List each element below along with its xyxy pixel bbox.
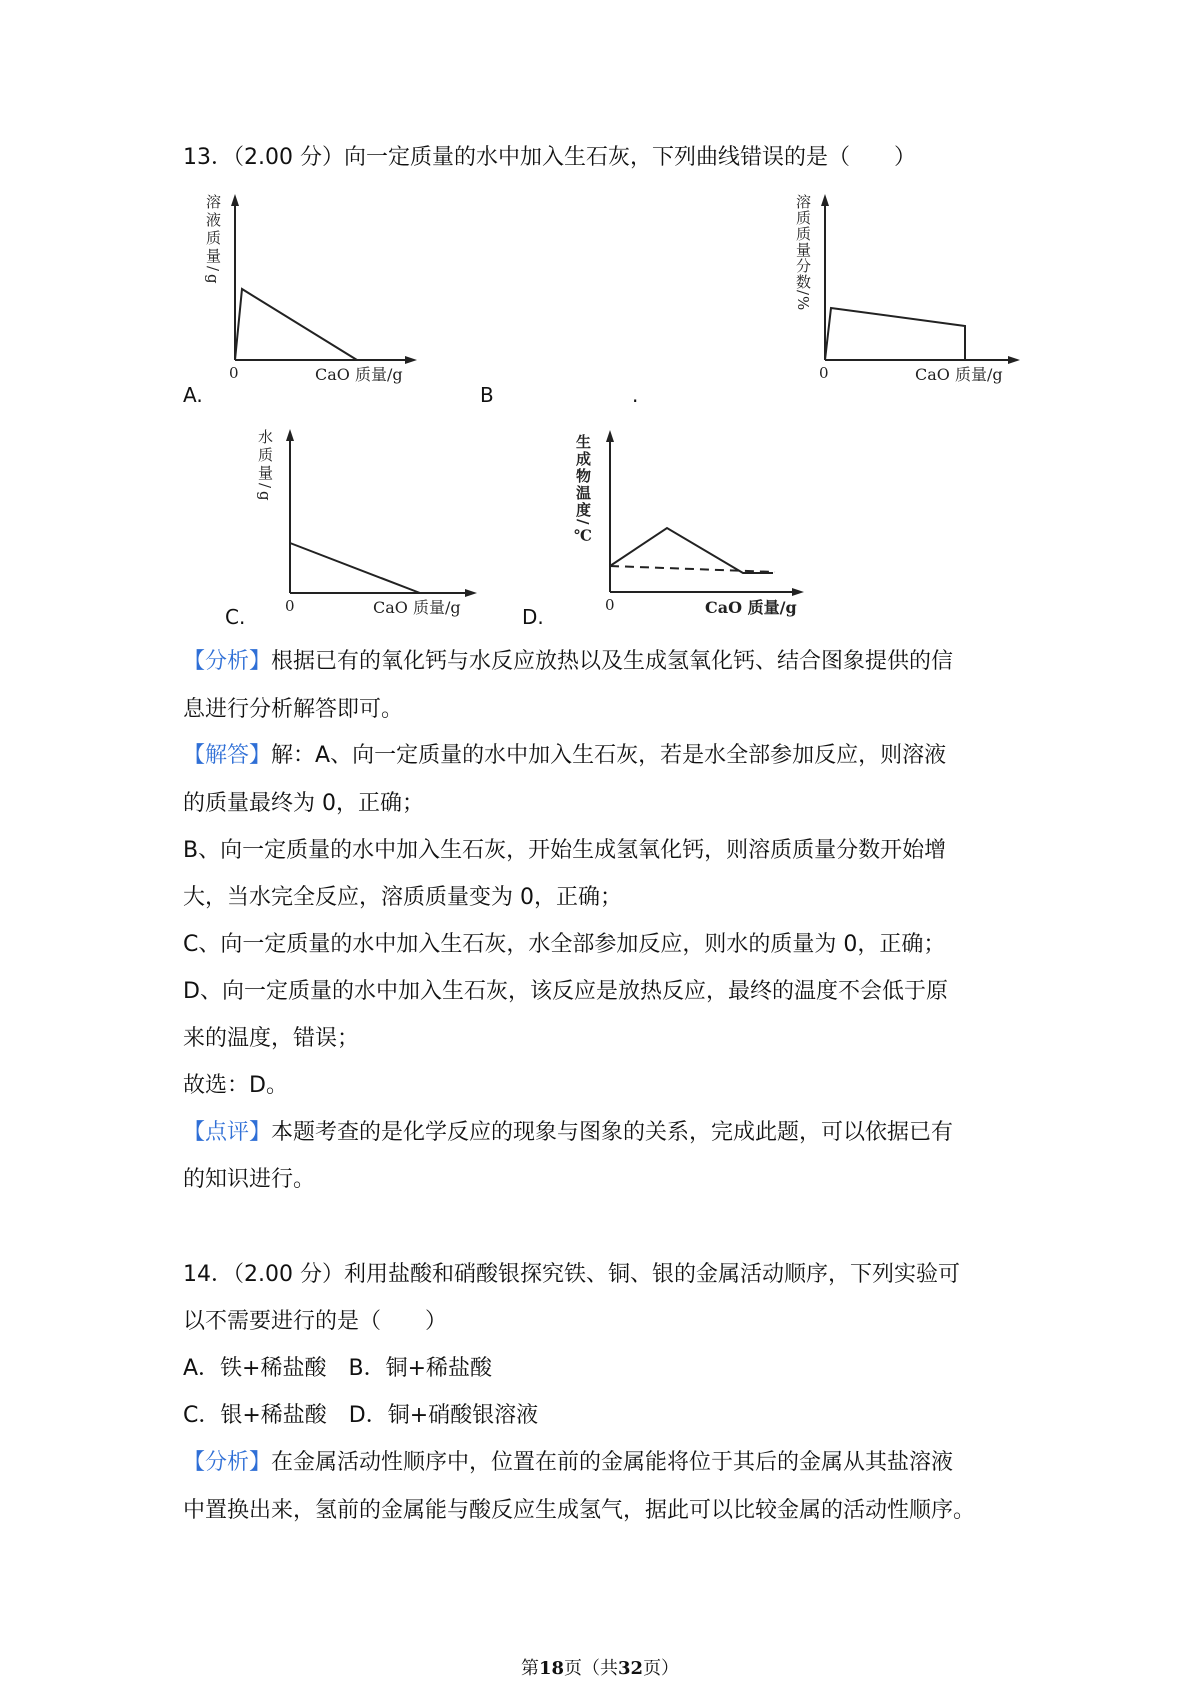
chart-a-ylabel: 溶液质量/g [204, 194, 222, 287]
chart-d-origin: 0 [605, 596, 615, 614]
q13-answer-line2: 的质量最终为 0，正确； [183, 791, 424, 816]
q13-answer-line6: D、向一定质量的水中加入生石灰，该反应是放热反应，最终的温度不会低于原 [183, 979, 948, 1004]
chart-c-origin: 0 [285, 597, 295, 615]
q13-answer-line5: C、向一定质量的水中加入生石灰，水全部参加反应，则水的质量为 0，正确； [183, 932, 946, 957]
chart-b-ylabel: 溶质质量分数/% [794, 194, 812, 312]
q13-answer-line3: B、向一定质量的水中加入生石灰，开始生成氢氧化钙，则溶质质量分数开始增 [183, 838, 947, 863]
q13-answer-line1: 【解答】解：A、向一定质量的水中加入生石灰，若是水全部参加反应，则溶液 [183, 743, 947, 768]
chart-c-curve [290, 543, 420, 593]
total-pages: 32 [618, 1658, 644, 1679]
chart-b-curve [825, 308, 965, 360]
q14-stem-line1: 14．（2.00 分）利用盐酸和硝酸银探究铁、铜、银的金属活动顺序，下列实验可 [183, 1262, 960, 1287]
q13-analysis-line1: 【分析】根据已有的氧化钙与水反应放热以及生成氢氧化钙、结合图象提供的信 [183, 649, 954, 674]
q13-answer-line8: 故选：D。 [183, 1073, 288, 1098]
chart-c-xlabel: CaO 质量/g [373, 598, 461, 617]
chart-a-curve [235, 289, 357, 360]
comment-tag: 【点评】 [183, 1120, 272, 1145]
analysis-tag: 【分析】 [183, 649, 272, 674]
q14-analysis-line2: 中置换出来，氢前的金属能与酸反应生成氢气，据此可以比较金属的活动性顺序。 [183, 1498, 976, 1523]
chart-d-dashed-line [610, 566, 775, 572]
option-d-label: D. [522, 605, 544, 629]
chart-d-xlabel: CaO 质量/g [705, 598, 797, 617]
q14-analysis-line1: 【分析】在金属活动性顺序中，位置在前的金属能将位于其后的金属从其盐溶液 [183, 1450, 954, 1475]
q13-analysis-line2: 息进行分析解答即可。 [183, 697, 404, 722]
analysis-tag: 【分析】 [183, 1450, 272, 1475]
q13-stem: 13．（2.00 分）向一定质量的水中加入生石灰，下列曲线错误的是（ ） [183, 145, 916, 170]
chart-a-xlabel: CaO 质量/g [315, 365, 403, 384]
q14-options-line2: C．银+稀盐酸 D．铜+硝酸银溶液 [183, 1403, 539, 1428]
chart-b-xlabel: CaO 质量/g [915, 365, 1003, 384]
chart-b [795, 180, 1035, 390]
q13-comment-line1: 【点评】本题考查的是化学反应的现象与图象的关系，完成此题，可以依据已有 [183, 1120, 954, 1145]
q13-answer-line4: 大，当水完全反应，溶质质量变为 0，正确； [183, 885, 622, 910]
chart-d-ylabel: 生成物温度/℃ [574, 434, 592, 547]
chart-b-origin: 0 [819, 364, 829, 382]
q13-comment-line2: 的知识进行。 [183, 1167, 316, 1192]
chart-c [255, 415, 495, 620]
page-footer: 第18页（共32页） [520, 1658, 680, 1679]
q14-stem-line2: 以不需要进行的是（ ） [183, 1309, 448, 1334]
option-c-label: C. [225, 605, 246, 629]
q13-answer-line7: 来的温度，错误； [183, 1026, 360, 1051]
option-b-label: B [480, 383, 494, 407]
chart-d-curve [610, 528, 773, 573]
answer-tag: 【解答】 [183, 743, 272, 768]
chart-a-origin: 0 [229, 364, 239, 382]
current-page: 18 [538, 1658, 564, 1679]
option-b-dot: . [632, 383, 639, 407]
chart-d [575, 420, 820, 620]
option-a-label: A. [183, 383, 203, 407]
chart-a [205, 180, 435, 390]
chart-c-ylabel: 水质量/g [256, 429, 274, 504]
q14-options-line1: A．铁+稀盐酸 B．铜+稀盐酸 [183, 1356, 493, 1381]
